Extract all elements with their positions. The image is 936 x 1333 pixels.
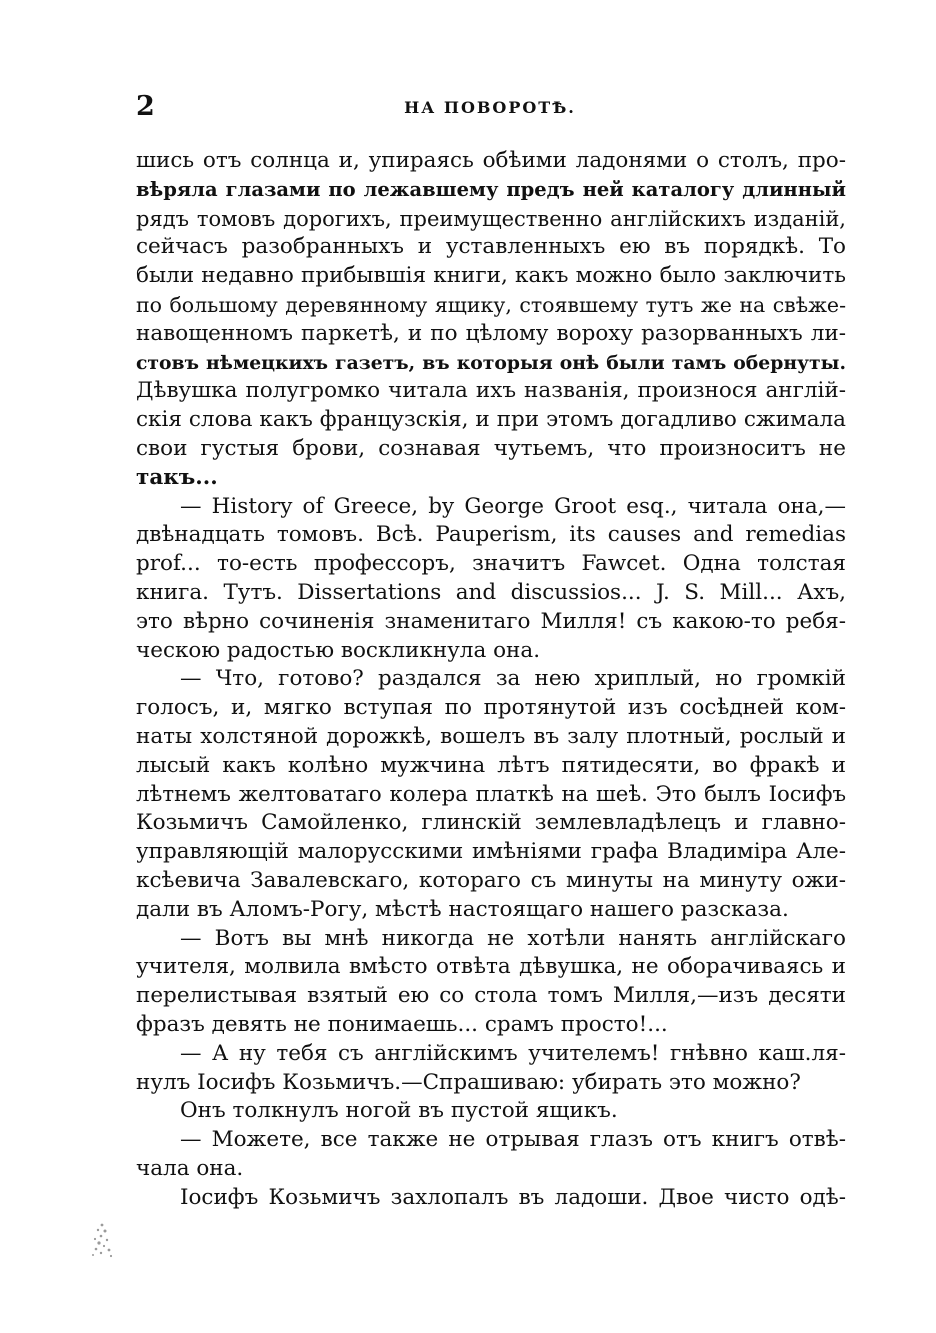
text-line: Іосифъ Козьмичъ захлопалъ въ ладоши. Двое чисто одѣ- <box>180 1184 846 1210</box>
text-line: Онъ толкнулъ ногой въ пустой ящикъ. <box>180 1098 618 1124</box>
text-line: стовъ нѣмецкихъ газетъ, въ которыя онѣ были тамъ обернуты. <box>136 351 846 374</box>
text-line: ксѣевича Завалевскаго, котораго съ минуты на минуту ожи- <box>136 867 846 893</box>
text-line: учителя, молвила вмѣсто отвѣта дѣвушка, не оборачиваясь и <box>136 954 846 980</box>
text-line: — Что, готово? раздался за нею хриплый, но громкій <box>180 666 846 692</box>
text-line: ческою радостью воскликнула она. <box>136 637 541 663</box>
text-line: это вѣрно сочиненія знаменитаго Милля! съ какою-то ребя- <box>136 608 846 634</box>
text-line: рядъ томовъ дорогихъ, преимущественно англійскихъ изданій, <box>136 206 846 231</box>
text-line: нулъ Іосифъ Козьмичъ.—Спрашиваю: убирать это можно? <box>136 1069 801 1095</box>
body-text <box>136 147 846 1212</box>
text-line: — Можете, все также не отрывая глазъ отъ книгъ отвѣ- <box>180 1127 846 1153</box>
text-line: — А ну тебя съ англійскимъ учителемъ! гнѣвно каш.ля- <box>180 1040 846 1066</box>
text-line: свои густыя брови, сознавая чутьемъ, что произноситъ не <box>136 435 846 461</box>
text-line: шись отъ солнца и, упираясь обѣими ладонями о столъ, про- <box>136 148 846 173</box>
text-line: фразъ девять не понимаешь... срамъ просто!... <box>136 1011 668 1037</box>
text-line: скія слова какъ французскія, и при этомъ догадливо сжимала <box>136 407 846 433</box>
text-line: сейчасъ разобранныхъ и уставленныхъ ею въ порядкѣ. То <box>136 234 846 260</box>
text-line: Дѣвушка полугромко читала ихъ названія, произнося англій- <box>136 378 846 404</box>
text-line: по большому деревянному ящику, стоявшему тутъ же на свѣже- <box>136 292 846 317</box>
text-line: вѣряла глазами по лежавшему предъ ней каталогу длинный <box>136 177 846 201</box>
text-line: книга. Тутъ. Dissertations and discussios... J. S. Mill... Ахъ, <box>136 579 846 605</box>
running-title: НА ПОВОРОТѢ. <box>404 98 576 117</box>
text-line: дали въ Аломъ-Рогу, мѣстѣ настоящаго нашего разсказа. <box>136 896 789 922</box>
text-line: двѣнадцать томовъ. Всѣ. Pauperism, its causes and remedias <box>136 522 846 548</box>
text-line: управляющій малорусскими имѣніями графа Владиміра Але- <box>136 839 846 865</box>
text-line: лысый какъ колѣно мужчина лѣтъ пятидесяти, во фракѣ и <box>136 752 846 778</box>
text-line: — Вотъ вы мнѣ никогда не хотѣли нанять англійскаго <box>180 925 846 951</box>
text-line: лѣтнемъ желтоватаго колера платкѣ на шеѣ. Это былъ Іосифъ <box>136 781 846 807</box>
page-number: 2 <box>136 91 155 122</box>
text-line: Козьмичъ Самойленко, глинскій землевладѣлецъ и главно- <box>136 810 846 836</box>
text-line: такъ... <box>136 464 218 490</box>
text-line: были недавно прибывшія книги, какъ можно было заключить <box>136 263 846 289</box>
print-speck-icon <box>90 1222 116 1258</box>
text-line: наты холстяной дорожкѣ, вошелъ въ залу плотный, рослый и <box>136 723 846 749</box>
text-line: перелистывая взятый ею со стола томъ Милля,—изъ десяти <box>136 983 846 1009</box>
page-header <box>136 92 844 122</box>
text-line: голосъ, и, мягко вступая по протянутой изъ сосѣдней ком- <box>136 695 846 721</box>
text-line: навощенномъ паркетѣ, и по цѣлому вороху разорванныхъ ли- <box>136 320 846 346</box>
text-line: prof... то-есть профессоръ, значитъ Fawcet. Одна толстая <box>136 551 846 577</box>
text-line: чала она. <box>136 1155 244 1181</box>
text-line: — History of Greece, by George Groot esq., читала она,— <box>180 493 846 519</box>
